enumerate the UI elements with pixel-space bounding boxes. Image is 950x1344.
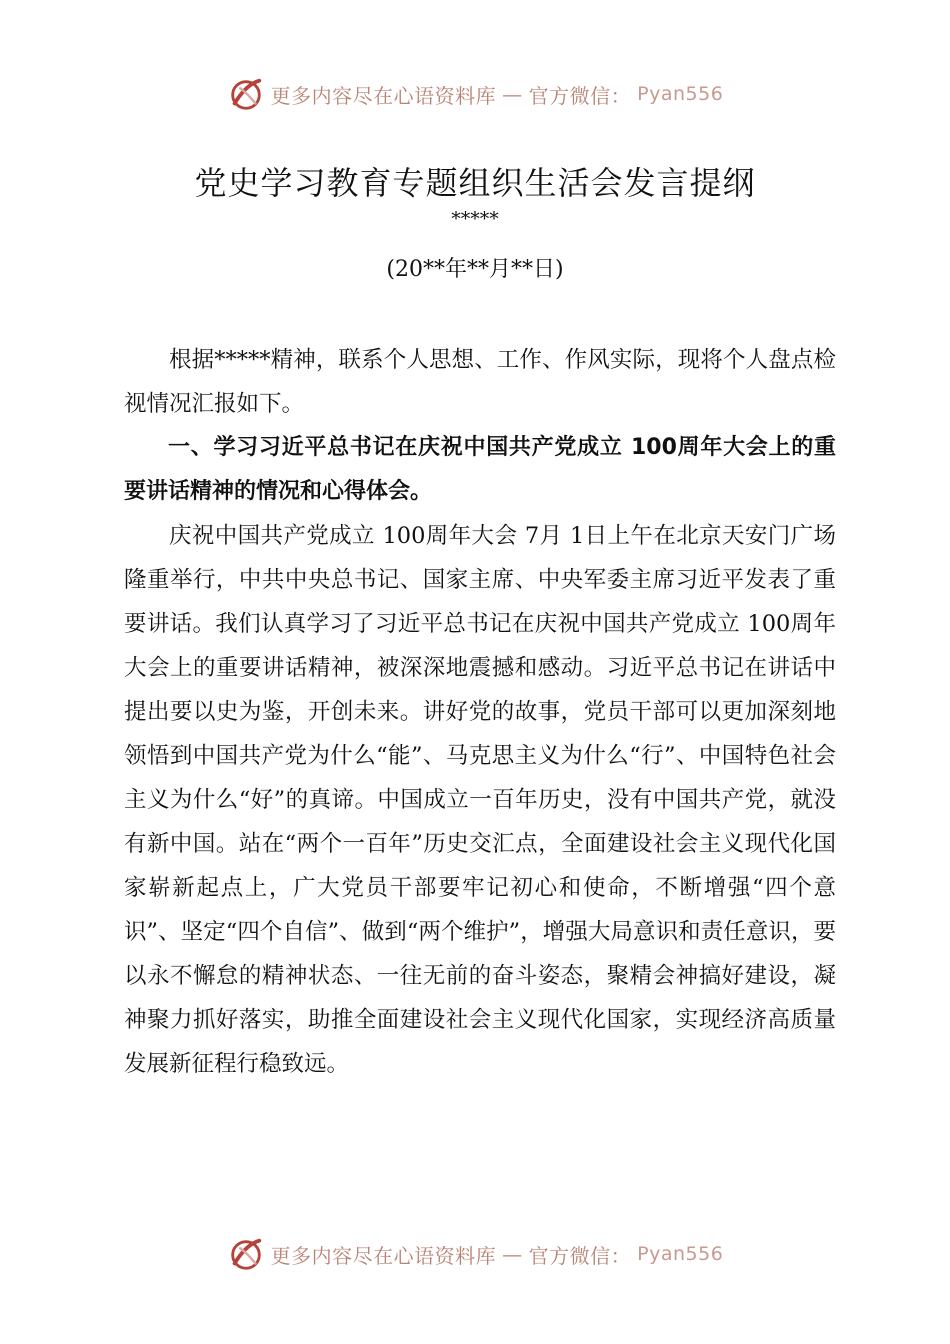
watermark-wechat-label: 官方微信： bbox=[528, 83, 632, 108]
brand-logo-icon bbox=[227, 75, 265, 113]
document-author: ***** bbox=[451, 208, 499, 230]
watermark-header bbox=[0, 72, 950, 116]
watermark-separator: — bbox=[502, 82, 523, 106]
watermark-wechat-id: Pyan556 bbox=[637, 83, 724, 105]
document-date: (20**年**月**日) bbox=[386, 257, 564, 282]
document-body bbox=[124, 338, 836, 1086]
paragraph-body: 庆祝中国共产党成立 100周年大会 7月 1日上午在北京天安门广场隆重举行，中共中央总书记、国家主席、中央军委主席习近平发表了重要讲话。我们认真学习了习近平总书记在庆祝中国共产党成立 100周年大会上的重要讲话精神，被深深地震撼和感动。习近平总书记在讲话中提出要以史为鉴，开创未来。讲好党的故事，党员干部可以更加深刻地领悟到中国共产党为什么“能”、马克思主义为什么“行”、中国特色社会主义为什么“好”的真谛。中国成立一百年历史，没有中国共产党，就没有新中国。站在“两个一百年”历史交汇点，全面建设社会主义现代化国家崭新起点上，广大党员干部要牢记初心和使命，不断增强“四个意识”、坚定“四个自信”、做到“两个维护”，增强大局意识和责任意识，要以永不懈怠的精神状态、一往无前的奋斗姿态，聚精会神搞好建设，凝神聚力抓好落实，助推全面建设社会主义现代化国家，实现经济高质量发展新征程行稳致远。 bbox=[124, 523, 836, 1077]
watermark-brand-text: 更多内容尽在心语资料库 bbox=[270, 1243, 497, 1268]
watermark-wechat-id: Pyan556 bbox=[637, 1243, 724, 1265]
section-heading-1: 一、学习习近平总书记在庆祝中国共产党成立 100周年大会上的重要讲话精神的情况和心得体会。 bbox=[124, 435, 836, 504]
watermark-brand-text: 更多内容尽在心语资料库 bbox=[270, 83, 497, 108]
watermark-separator: — bbox=[502, 1242, 523, 1266]
document-title: 党史学习教育专题组织生活会发言提纲 bbox=[194, 164, 756, 202]
paragraph-intro: 根据*****精神，联系个人思想、工作、作风实际，现将个人盘点检视情况汇报如下。 bbox=[124, 347, 836, 417]
watermark-footer bbox=[0, 1232, 950, 1276]
brand-logo-icon bbox=[227, 1235, 265, 1273]
watermark-wechat-label: 官方微信： bbox=[528, 1243, 632, 1268]
